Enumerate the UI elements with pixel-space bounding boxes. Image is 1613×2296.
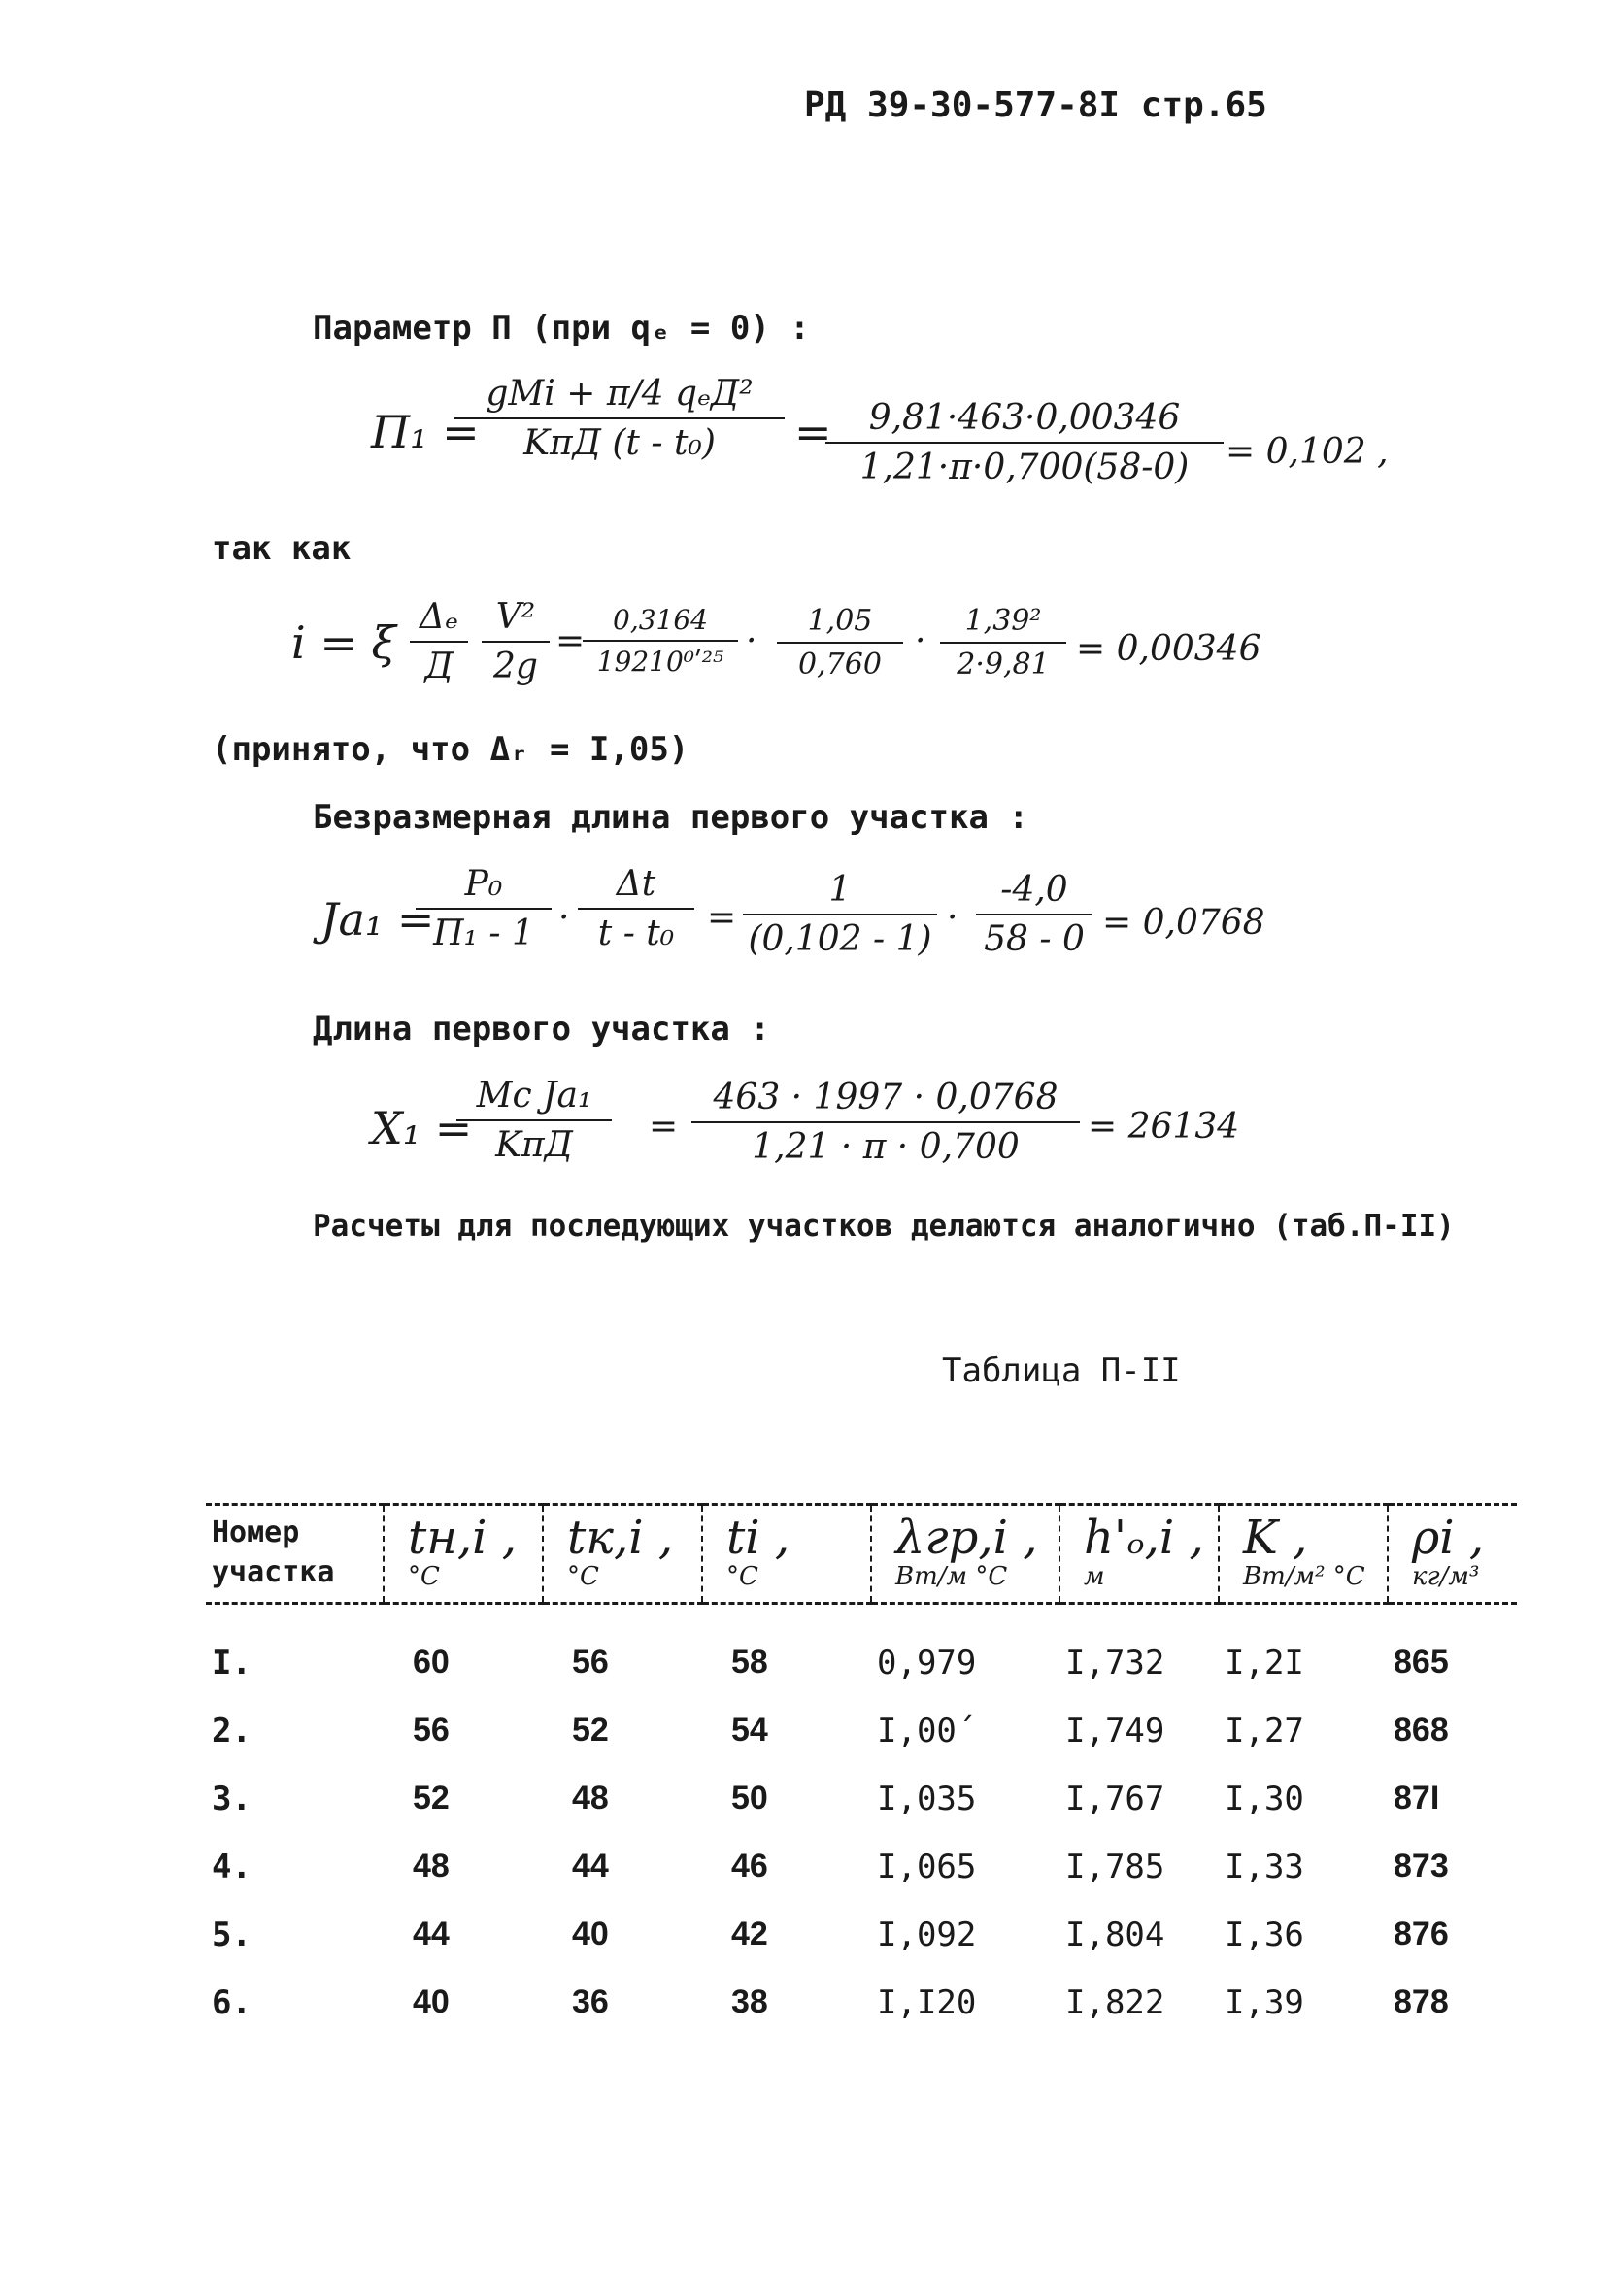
eq-i-frac2: V² 2g [482, 597, 550, 686]
col-header-lambda: λгр,i , Вт/м °C [871, 1505, 1059, 1604]
eq-pi-result: = 0,102 , [1226, 432, 1389, 472]
col-header-t-mean: ti , °C [702, 1505, 871, 1604]
eq-x-lhs: X₁ = [371, 1102, 473, 1154]
eq-i-lhs: i = ξ [291, 616, 396, 669]
table-row: I. 60 56 58 0,979 I,732 I,2I 865 [212, 1643, 1449, 1682]
eq-x-subst-fraction: 463 · 1997 · 0,0768 1,21 · π · 0,700 [691, 1078, 1080, 1167]
eq-pi-subst-num: 9,81·463·0,00346 [868, 398, 1181, 438]
eq-x-fraction: Mc Ja₁ KπД [456, 1076, 612, 1165]
col-header-h: h'ₒ,i , м [1059, 1505, 1219, 1604]
eq-pi-equals: = [794, 406, 832, 458]
col-header-section-number: Номер участка [206, 1505, 384, 1604]
col-header-k: K , Вт/м² °C [1219, 1505, 1388, 1604]
col-header-rho: ρi , кг/м³ [1388, 1505, 1517, 1604]
eq-pi-subst-den: 1,21·π·0,700(58-0) [859, 448, 1190, 487]
eq-ja-lhs: Ja₁ = [320, 893, 435, 946]
eq-i-frac4: 1,05 0,760 [777, 604, 903, 682]
eq-i-frac3: 0,3164 19210⁰ʹ²⁵ [583, 604, 738, 678]
table-row: 6. 40 36 38 I,I20 I,822 I,39 878 [212, 1982, 1449, 2022]
eq-pi-subst-fraction [825, 398, 1224, 487]
eq-x-result: = 26134 [1088, 1107, 1240, 1147]
eq-pi-den: KπД (t - t₀) [523, 423, 716, 463]
parameters-table [206, 1503, 1517, 2037]
col-header-t-end: tк,i , °C [543, 1505, 702, 1604]
eq-ja-frac2: Δt t - t₀ [578, 864, 694, 953]
eq-pi-fraction [454, 374, 785, 463]
page-header: РД 39-30-577-8I стр.65 [804, 85, 1267, 125]
parameter-heading: Параметр П (при qₑ = 0) : [313, 309, 810, 348]
eq-ja-frac1: P₀ П₁ - 1 [416, 864, 552, 953]
col-header-t-start: tн,i , °C [384, 1505, 543, 1604]
eq-ja-result: = 0,0768 [1102, 903, 1265, 943]
table-row: 3. 52 48 50 I,035 I,767 I,30 87I [212, 1779, 1440, 1818]
eq-i-result: = 0,00346 [1076, 629, 1261, 669]
table-row: 5. 44 40 42 I,092 I,804 I,36 876 [212, 1914, 1449, 1954]
eq-pi-num: gMi + π/4 qₑД² [486, 374, 754, 414]
length-heading: Длина первого участка : [313, 1010, 770, 1048]
table-row: 4. 48 44 46 I,065 I,785 I,33 873 [212, 1847, 1449, 1886]
dimensionless-length-heading: Безразмерная длина первого участка : [313, 798, 1028, 837]
table-row: 2. 56 52 54 I,00´ I,749 I,27 868 [212, 1711, 1449, 1750]
tak-kak-label: так как [212, 529, 352, 568]
table-header-row [206, 1505, 1517, 1604]
calculation-note: Расчеты для последующих участков делаются аналогично (таб.П-II) [313, 1209, 1455, 1244]
eq-i-frac1: Δₑ Д [410, 597, 468, 686]
eq-ja-frac3: 1 (0,102 - 1) [743, 870, 937, 959]
table-caption: Таблица П-II [942, 1351, 1181, 1390]
eq-ja-frac4: -4,0 58 - 0 [976, 870, 1092, 959]
prinyato-note: (принято, что Δᵣ = I,05) [212, 730, 689, 769]
eq-i-frac5: 1,39² 2·9,81 [940, 604, 1066, 682]
eq-pi-lhs: П₁ = [371, 406, 480, 458]
